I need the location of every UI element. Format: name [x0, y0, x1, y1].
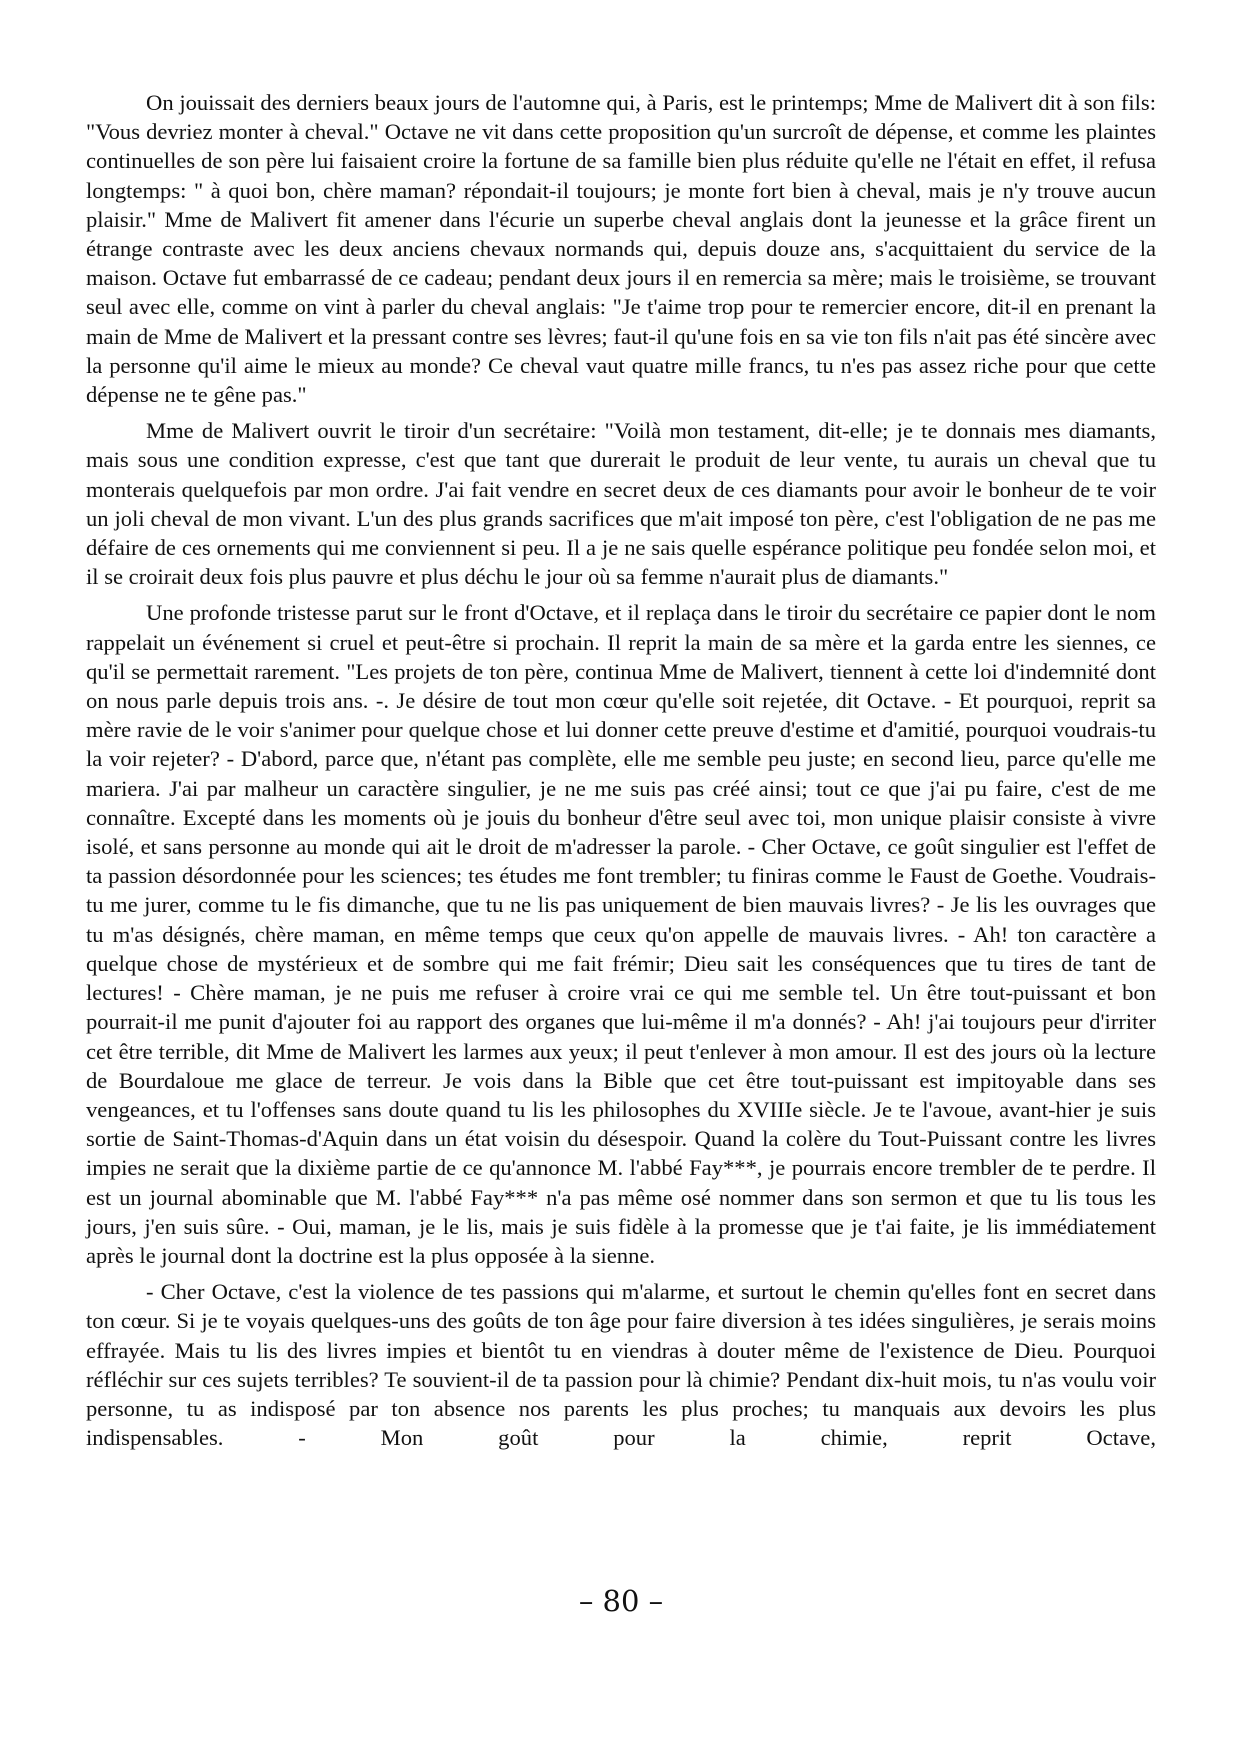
paragraph-4: - Cher Octave, c'est la violence de tes passions qui m'alarme, et surtout le chemin qu'elles font en secret dans ton cœur. Si je te voyais quelques-uns des goûts de ton âge pour faire diversion à tes idées singulières, je serais moins effrayée. Mais tu lis des livres impies et bientôt tu en viendras à douter même de l'existence de Dieu. Pourquoi réfléchir sur ces sujets terribles? Te souvient-il de ta passion pour là chimie? Pendant dix-huit mois, tu n'as voulu voir personne, tu as indisposé par ton absence nos parents les plus proches; tu manquais aux devoirs les plus indispensables. - Mon goût pour la chimie, reprit Octave, — [86, 1279, 1156, 1451]
paragraph-3: Une profonde tristesse parut sur le front d'Octave, et il replaça dans le tiroir du secrétaire ce papier dont le nom rappelait un événement si cruel et peut-être si prochain. Il reprit la main de sa mère et la garda entre les siennes, ce qu'il se permettait rarement. "Les projets de ton père, continua Mme de Malivert, tiennent à cette loi d'indemnité dont on nous parle depuis trois ans. -. Je désire de tout mon cœur qu'elle soit rejetée, dit Octave. - Et pourquoi, reprit sa mère ravie de le voir s'animer pour quelque chose et lui donner cette preuve d'estime et d'amitié, pourquoi voudrais-tu la voir rejeter? - D'abord, parce que, n'étant pas complète, elle me semble peu juste; en second lieu, parce qu'elle me mariera. J'ai par malheur un caractère singulier, je ne me suis pas créé ainsi; tout ce que j'ai pu faire, c'est de me connaître. Excepté dans les moments où je jouis du bonheur d'être seul avec toi, mon unique plaisir consiste à vivre isolé, et sans personne au monde qui ait le droit de m'adresser la parole. - Cher Octave, ce goût singulier est l'effet de ta passion désordonnée pour les sciences; tes études me font trembler; tu finiras comme le Faust de Goethe. Voudrais-tu me jurer, comme tu le fis dimanche, que tu ne lis pas uniquement de bien mauvais livres? - Je lis les ouvrages que tu m'as désignés, chère maman, en même temps que ceux qu'on appelle de mauvais livres. - Ah! ton caractère a quelque chose de mystérieux et de sombre qui me fait frémir; Dieu sait les conséquences que tu tires de tant de lectures! - Chère maman, je ne puis me refuser à croire vrai ce qui me semble tel. Un être tout-puissant et bon pourrait-il me punit d'ajouter foi au rapport des organes que lui-même il m'a donnés? - Ah! j'ai toujours peur d'irriter cet être terrible, dit Mme de Malivert les larmes aux yeux; il peut t'enlever à mon amour. Il est des jours où la lecture de Bourdaloue me glace de terreur. Je vois dans la Bible que cet être tout-puissant est impitoyable dans ses vengeances, et tu l'offenses sans doute quand tu lis les philosophes du XVIIIe siècle. Je te l'avoue, avant-hier je suis sortie de Saint-Thomas-d'Aquin dans un état voisin du désespoir. Quand la colère du Tout-Puissant contre les livres impies ne serait que la dixième partie de ce qu'annonce M. l'abbé Fay***, je pourrais encore trembler de te perdre. Il est un journal abominable que M. l'abbé Fay*** n'a pas même osé nommer dans son sermon et que tu lis tous les jours, j'en suis sûre. - Oui, maman, je le lis, mais je suis fidèle à la promesse que je t'ai faite, je lis immédiatement après le journal dont la doctrine est la plus opposée à la sienne. — [86, 600, 1156, 1268]
paragraph-1: On jouissait des derniers beaux jours de l'automne qui, à Paris, est le printemps; Mme de Malivert dit à son fils: "Vous devriez monter à cheval." Octave ne vit dans cette proposition qu'un surcroît de dépense, et comme les plaintes continuelles de son père lui faisaient croire la fortune de sa famille bien plus réduite qu'elle ne l'était en effet, il refusa longtemps: " à quoi bon, chère maman? répondait-il toujours; je monte fort bien à cheval, mais je n'y trouve aucun plaisir." Mme de Malivert fit amener dans l'écurie un superbe cheval anglais dont la jeunesse et la grâce firent un étrange contraste avec les deux anciens chevaux normands qui, depuis douze ans, s'acquittaient du service de la maison. Octave fut embarrassé de ce cadeau; pendant deux jours il en remercia sa mère; mais le troisième, se trouvant seul avec elle, comme on vint à parler du cheval anglais: "Je t'aime trop pour te remercier encore, dit-il en prenant la main de Mme de Malivert et la pressant contre ses lèvres; faut-il qu'une fois en sa vie ton fils n'ait pas été sincère avec la personne qu'il aime le mieux au monde? Ce cheval vaut quatre mille francs, tu n'es pas assez riche pour que cette dépense ne te gêne pas." — [86, 90, 1156, 408]
page-number: – 80 – — [578, 1584, 664, 1618]
paragraph-2: Mme de Malivert ouvrit le tiroir d'un secrétaire: "Voilà mon testament, dit-elle; je te donnais mes diamants, mais sous une condition expresse, c'est que tant que durerait le produit de leur vente, tu aurais un cheval que tu monterais quelquefois par mon ordre. J'ai fait vendre en secret deux de ces diamants pour avoir le bonheur de te voir un joli cheval de mon vivant. L'un des plus grands sacrifices que m'ait imposé ton père, c'est l'obligation de ne pas me défaire de ces ornements qui me conviennent si peu. Il a je ne sais quelle espérance politique peu fondée selon moi, et il se croirait deux fois plus pauvre et plus déchu le jour où sa femme n'aurait plus de diamants." — [86, 418, 1156, 590]
page-body — [86, 88, 1156, 1459]
